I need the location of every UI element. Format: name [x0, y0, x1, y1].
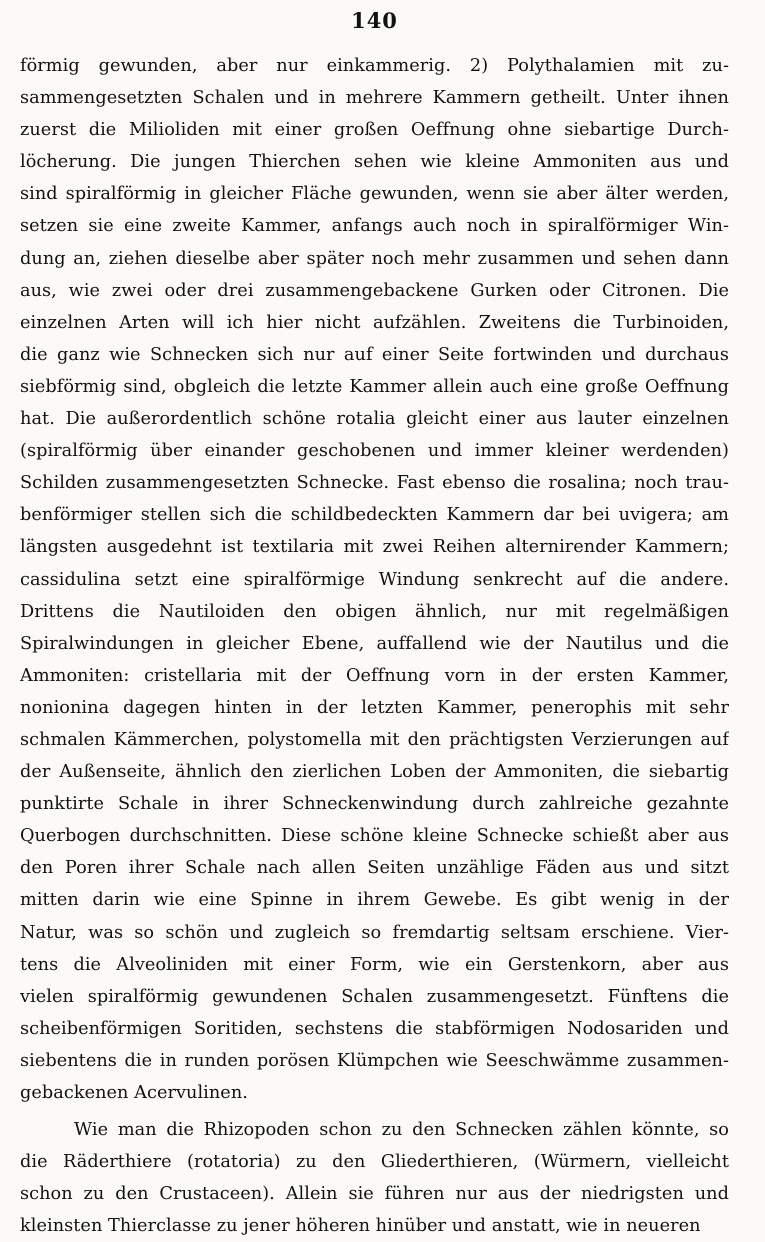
text-line: hat. Die außerordentlich schöne rotalia gleicht einer aus lauter einzelnen [20, 409, 729, 430]
text-line: die ganz wie Schnecken sich nur auf einer Seite fortwinden und durchaus [20, 344, 729, 365]
text-line: Schilden zusammengesetzten Schnecke. Fast ebenso die rosalina; noch trau- [20, 473, 729, 494]
text-line: Spiralwindungen in gleicher Ebene, auffallend wie der Nautilus und die [20, 633, 729, 654]
text-line: längsten ausgedehnt ist textilaria mit zwei Reihen alternirender Kammern; [20, 537, 729, 558]
paragraph [20, 50, 729, 1109]
body-text [20, 50, 729, 1242]
text-line: punktirte Schale in ihrer Schneckenwindung durch zahlreiche gezahnte [20, 794, 729, 815]
text-line: vielen spiralförmig gewundenen Schalen zusammengesetzt. Fünftens die [20, 986, 729, 1007]
text-line: schon zu den Crustaceen). Allein sie führen nur aus der niedrigsten und [20, 1184, 729, 1205]
text-line: sind spiralförmig in gleicher Fläche gewunden, wenn sie aber älter werden, [20, 184, 729, 205]
text-line: Querbogen durchschnitten. Diese schöne kleine Schnecke schießt aber aus [20, 826, 729, 847]
text-line: mitten darin wie eine Spinne in ihrem Gewebe. Es gibt wenig in der [20, 890, 729, 911]
text-line: siebförmig sind, obgleich die letzte Kammer allein auch eine große Oeffnung [20, 376, 729, 397]
text-line: sammengesetzten Schalen und in mehrere Kammern getheilt. Unter ihnen [20, 88, 729, 109]
page-number: 140 [351, 8, 398, 33]
text-line: schmalen Kämmerchen, polystomella mit den prächtigsten Verzierungen auf [20, 729, 729, 750]
text-line: Ammoniten: cristellaria mit der Oeffnung vorn in der ersten Kammer, [20, 665, 729, 686]
text-line: scheibenförmigen Soritiden, sechstens die stabförmigen Nodosariden und [20, 1018, 729, 1039]
text-line: tens die Alveoliniden mit einer Form, wie ein Gerstenkorn, aber aus [20, 954, 729, 975]
text-line: kleinsten Thierclasse zu jener höheren hinüber und anstatt, wie in neueren [20, 1216, 701, 1237]
text-line: dung an, ziehen dieselbe aber später noch mehr zusammen und sehen dann [20, 248, 729, 269]
text-line: den Poren ihrer Schale nach allen Seiten unzählige Fäden aus und sitzt [20, 858, 729, 879]
text-line: löcherung. Die jungen Thierchen sehen wie kleine Ammoniten aus und [20, 152, 729, 173]
text-line: cassidulina setzt eine spiralförmige Windung senkrecht auf die andere. [20, 569, 729, 590]
text-line: einzelnen Arten will ich hier nicht aufzählen. Zweitens die Turbinoiden, [20, 312, 729, 333]
text-line: (spiralförmig über einander geschobenen und immer kleiner werdenden) [20, 441, 729, 462]
text-line: Wie man die Rhizopoden schon zu den Schnecken zählen könnte, so [74, 1120, 729, 1141]
text-line: Natur, was so schön und zugleich so fremdartig seltsam erschiene. Vier- [20, 922, 729, 943]
text-line: gebackenen Acervulinen. [20, 1083, 248, 1103]
text-line: förmig gewunden, aber nur einkammerig. 2) Polythalamien mit zu- [20, 56, 729, 76]
text-line: der Außenseite, ähnlich den zierlichen Loben der Ammoniten, die siebartig [20, 762, 729, 783]
text-line: benförmiger stellen sich die schildbedeckten Kammern dar bei uvigera; am [20, 505, 729, 526]
paragraph [20, 1114, 729, 1242]
text-line: zuerst die Milioliden mit einer großen Oeffnung ohne siebartige Durch- [20, 120, 729, 141]
text-line: siebentens die in runden porösen Klümpchen wie Seeschwämme zusammen- [20, 1050, 729, 1071]
text-line: setzen sie eine zweite Kammer, anfangs auch noch in spiralförmiger Win- [20, 216, 729, 237]
text-line: Drittens die Nautiloiden den obigen ähnlich, nur mit regelmäßigen [20, 601, 729, 622]
text-line: nonionina dagegen hinten in der letzten Kammer, penerophis mit sehr [20, 697, 729, 718]
text-line: die Räderthiere (rotatoria) zu den Gliederthieren, (Würmern, vielleicht [20, 1152, 729, 1173]
text-line: aus, wie zwei oder drei zusammengebackene Gurken oder Citronen. Die [20, 280, 729, 301]
